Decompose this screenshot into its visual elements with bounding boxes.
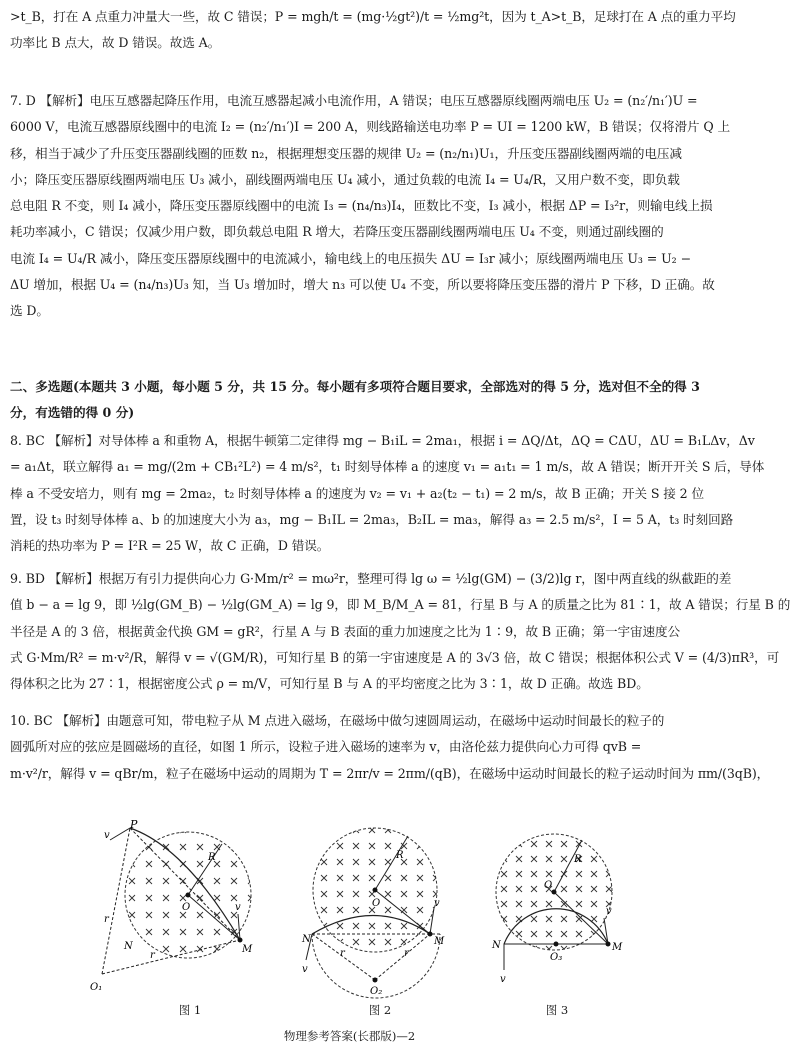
text-line: 式 G·Mm/R² = m·v²/R，解得 v = √(GM/R)，可知行星 B 的第一宇宙速度是 A 的 3√3 倍，故 C 错误；根据体积公式 V = (4/3)πR³，可 [10, 649, 780, 665]
text-line: 置，设 t₃ 时刻导体棒 a、b 的加速度大小为 a₃，mg − B₁IL = 2ma₃，B₂IL = ma₃，解得 a₃ = 2.5 m/s²，I = 5 A，t₃ 时刻回路 [10, 511, 734, 527]
text-line: 电流 I₄ = U₄/R 减小，降压变压器原线圈中的电流减小，输电线上的电压损失 ΔU = I₃r 减小；原线圈两端电压 U₃ = U₂ − [10, 250, 691, 266]
figure-3 [482, 822, 632, 1022]
point-m-dot [428, 932, 433, 937]
center-o-dot [552, 890, 557, 895]
center-o-dot [373, 888, 378, 893]
label-R: R [574, 854, 582, 865]
figure-2-caption: 图 2 [368, 1003, 392, 1017]
text-line: 耗功率减小，C 错误；仅减少用户数，即负载总电阻 R 增大，若降压变压器副线圈两端电压 U₄ 不变，则通过副线圈的 [10, 224, 664, 240]
text-line: 分，有选错的得 0 分) [10, 405, 135, 421]
point-m-dot [606, 942, 611, 947]
center-o-dot [186, 893, 191, 898]
figure-3-diagram [482, 822, 632, 997]
label-v: v [434, 898, 440, 909]
label-O: O [544, 880, 553, 891]
question-10 [10, 708, 770, 787]
text-line: >t_B，打在 A 点重力冲量大一些，故 C 错误；P = mgh/t = (mg·½gt²)/t = ½mg²t，因为 t_A>t_B，足球打在 A 点的重力平均 [10, 9, 736, 24]
figure-1-caption: 图 1 [178, 1003, 202, 1017]
section-heading-multiple-choice [10, 374, 700, 427]
label-v: v [104, 830, 110, 841]
question-9 [10, 566, 790, 697]
text-line: 总电阻 R 不变，则 I₄ 减小，降压变压器原线圈中的电流 I₃ = (n₄/n₃)I₄，匝数比不变，I₃ 减小，根据 ΔP = I₃²r，则输电线上损 [10, 198, 713, 214]
label-N: N [492, 940, 501, 951]
text-line: 棒 a 不受安培力，则有 mg = 2ma₂，t₂ 时刻导体棒 a 的速度为 v₂ = v₁ + a₂(t₂ − t₁) = 2 m/s，故 B 正确；开关 S 接 2 位 [10, 485, 704, 501]
point-m-dot [238, 938, 243, 943]
label-r-1: r [104, 914, 109, 925]
text-line: 7. D 【解析】电压互感器起降压作用，电流互感器起减小电流作用，A 错误；电压互感器原线圈两端电压 U₂ = (n₂′/n₁′)U = [10, 93, 698, 108]
figure-3-caption: 图 3 [545, 1003, 569, 1017]
label-O: O [372, 898, 381, 909]
label-N: N [124, 941, 133, 952]
text-line: 10. BC 【解析】由题意可知，带电粒子从 M 点进入磁场，在磁场中做匀速圆周运动，在磁场中运动时间最长的粒子的 [10, 713, 665, 728]
text-line: 功率比 B 点大，故 D 错误。故选 A。 [10, 35, 221, 51]
text-line: 半径是 A 的 3 倍，根据黄金代换 GM = gR²，行星 A 与 B 表面的重力加速度之比为 1∶9，故 B 正确；第一宇宙速度公 [10, 623, 680, 639]
text-line: 圆弧所对应的弦应是圆磁场的直径，如图 1 所示，设粒子进入磁场的速率为 v，由洛伦兹力提供向心力可得 qvB = [10, 739, 642, 755]
label-O: O [182, 902, 191, 913]
center-o2-dot [373, 978, 378, 983]
text-line: 选 D。 [10, 303, 49, 319]
figure-2 [300, 822, 460, 1022]
label-N: N [302, 934, 311, 945]
velocity-arrow [110, 828, 130, 840]
question-7 [10, 88, 731, 325]
label-M: M [612, 942, 623, 953]
text-line: 9. BD 【解析】根据万有引力提供向心力 G·Mm/r² = mω²r，整理可得 lg ω = ½lg(GM) − (3/2)lg r，图中两直线的纵截距的差 [10, 571, 732, 586]
label-v-2: v [500, 974, 506, 985]
text-line: 6000 V，电流互感器原线圈中的电流 I₂ = (n₂′/n₁′)I = 200 A，则线路输送电功率 P = UI = 1200 kW，B 错误；仅将滑片 Q 上 [10, 119, 731, 135]
label-r-1: r [340, 948, 345, 959]
text-line: 移，相当于减少了升压变压器副线圈的匝数 n₂，根据理想变压器的规律 U₂ = (n₂/n₁)U₁，升压变压器副线圈两端的电压减 [10, 145, 682, 161]
label-v-2: v [235, 902, 241, 913]
top-block [10, 4, 736, 57]
text-line: 8. BC 【解析】对导体棒 a 和重物 A，根据牛顿第二定律得 mg − B₁iL = 2ma₁，根据 i = ΔQ/Δt，ΔQ = CΔU，ΔU = B₁LΔv，Δv [10, 433, 755, 448]
label-p: P [130, 818, 138, 831]
label-M: M [242, 944, 253, 955]
text-line: 小；降压变压器原线圈两端电压 U₃ 减小，副线圈两端电压 U₄ 减小，通过负载的电流 I₄ = U₄/R，又用户数不变，即负载 [10, 171, 680, 187]
label-O2: O₂ [370, 986, 383, 997]
magnetic-field-crosses [120, 830, 260, 965]
figure-2-diagram [300, 822, 460, 997]
text-line: = a₁Δt，联立解得 a₁ = mg/(2m + CB₁²L²) = 4 m/s²，t₁ 时刻导体棒 a 的速度 v₁ = a₁t₁ = 1 m/s，故 A 错误；断开开关 S 后，导体 [10, 459, 765, 475]
label-O3: O₃ [550, 952, 563, 963]
figure-row [0, 818, 699, 1022]
text-line: 二、多选题(本题共 3 小题，每小题 5 分，共 15 分。每小题有多项符合题目要求，全部选对的得 5 分，选对但不全的得 3 [10, 379, 700, 394]
label-R: R [208, 852, 216, 863]
figure-1-diagram [90, 818, 290, 997]
label-M: M [434, 936, 445, 947]
text-line: ΔU 增加，根据 U₄ = (n₄/n₃)U₃ 知，当 U₃ 增加时，增大 n₃ 可以使 U₄ 不变，所以要将降压变压器的滑片 P 下移，D 正确。故 [10, 277, 715, 293]
label-r-2: r [150, 950, 155, 961]
label-v: v [606, 906, 612, 917]
label-r-2: r [404, 948, 409, 959]
label-R: R [396, 850, 404, 861]
center-o3-dot [554, 942, 559, 947]
figure-1 [90, 818, 290, 1022]
text-line: 得体积之比为 27∶1，根据密度公式 ρ = m/V，可知行星 B 与 A 的平均密度之比为 3∶1，故 D 正确。故选 BD。 [10, 676, 649, 692]
question-8 [10, 428, 765, 559]
page-footer: 物理参考答案(长郡版)—2 [283, 1029, 416, 1043]
text-line: 值 b − a = lg 9，即 ½lg(GM_B) − ½lg(GM_A) = lg 9，即 M_B/M_A = 81，行星 B 与 A 的质量之比为 81∶1，故 A 错误；行星 B 的 [10, 597, 790, 613]
text-line: 消耗的热功率为 P = I²R = 25 W，故 C 正确，D 错误。 [10, 538, 330, 554]
text-line: m·v²/r，解得 v = qBr/m，粒子在磁场中运动的周期为 T = 2πr/v = 2πm/(qB)，在磁场中运动时间最长的粒子运动时间为 πm/(3qB)， [10, 765, 770, 781]
label-O1: O₁ [90, 982, 103, 993]
label-v-2: v [302, 964, 308, 975]
